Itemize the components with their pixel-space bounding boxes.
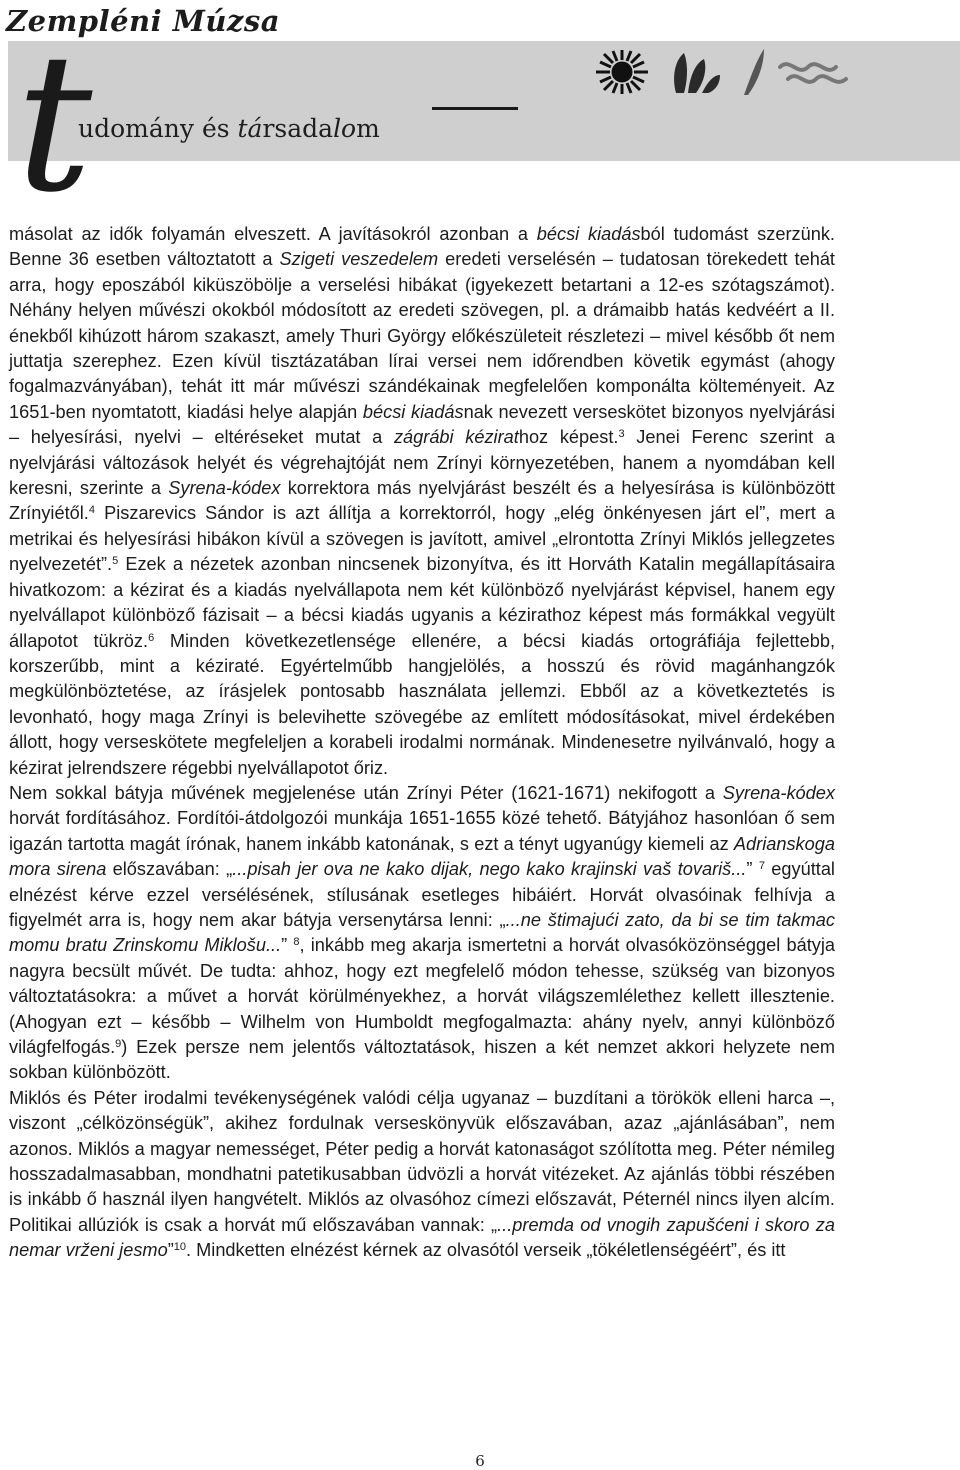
decorative-ornaments [584,45,956,99]
italic-text: ...premda od vnogih zapušćeni i skoro za nemar vrženi jesmo [9,1214,835,1261]
italic-text: ...ne štimajući zato, da bi se tim takmac momu bratu Zrinskomu Miklošu... [9,909,835,956]
paragraph-text: ) Ezek persze nem jelentős változtatások, hiszen a két nemzet akkori helyzete nem sokban különbözött. [9,1037,835,1083]
paragraph-text: . Mindketten elnézést kérnek az olvasótól verseik „tökéletlenségéért”, és itt [186,1240,786,1261]
footnote-marker: 8 [293,936,300,949]
footnote-marker: 7 [758,860,765,873]
paragraph-text: Jenei Ferenc szerint a nyelvjárási változások helyét és végrehajtóját nem Zrínyi környezetében, hanem a nyomdában kell keresni, szerinte a [9,427,836,499]
wave-ornament-icon [780,64,846,82]
paragraph-text: Nem sokkal bátyja művének megjelenése után Zrínyi Péter (1621-1671) nekifogott a [9,782,723,803]
mask-ornament-icon [674,53,720,93]
italic-text: Adrianskoga mora sirena [9,833,835,880]
paragraph-text: ” [167,1240,174,1261]
paragraph-text: egyúttal elnézést kérve ezzel versélésének, stílusának esetleges hibáiért. Horvát olvasóinak felhívja a figyelmét arra is, hogy nem akar bátyja versenytársa lenni: „ [9,859,835,930]
italic-text: bécsi kiadás [536,224,641,244]
quill-ornament-icon [744,49,764,95]
paragraph-text: ból tudomást szerzünk. Benne 36 esetben változtatott a [9,224,835,270]
article-body [9,222,835,1264]
footnote-marker: 5 [112,555,119,568]
paragraph-text: hoz képest. [518,427,619,448]
footnote-marker: 3 [618,428,625,441]
article-paragraph [9,781,835,1086]
footnote-marker: 10 [173,1241,187,1254]
paragraph-text: eredeti verselésén – tudatosan törekedett tehát arra, hogy eposzából kiküszöbölje a verselési hibákat (igyekezett betartani a 12-es szótagszámot). Néhány helyen művészi okokból módosított az eredeti szövegen, pl. a drámaibb hatás kedvéért a II. énekből kihúzott három szakaszt, amely Thuri György előkészületeit részletezi – mivel később őt nem juttatja szerephez. Ezen kívül tisztázatában lírai versei nem időrendben követik egymást (ahogy fogalmazványában), tehát itt már művészi szándékainak megfelelően komponálta költeményeit. Az 1651-ben nyomtatott, kiadási helye alapján [9,249,835,422]
article-paragraph [9,1086,835,1264]
paragraph-text: előszavában: „ [106,859,233,880]
paragraph-text: Piszarevics Sándor is azt állítja a korrektorról, hogy „elég önkényesen járt el”, mert a metrikai és helyesírási hibákon kívül a szövegen is javított, amivel „elrontotta Zrínyi Miklós jellegzetes nyelvezetét”. [9,503,835,575]
paragraph-text: Minden következetlensége ellenére, a bécsi kiadás ortográfiája fejlettebb, korszerűbb, mint a kéziraté. Egyértelműbb hangjelölés, a hosszú és rövid magánhangzók megkülönböztetése, az írásjelek pontosabb használata jellemzi. Ebből az a következtetés is levonható, hogy maga Zrínyi is belevihette szövegébe az említett módosításokat, mivel érdekében állott, hogy verseskötete megfeleljen a korabeli irodalmi normának. Mindenesetre nyilvánvaló, hogy a kézirat jelrendszere régebbi nyelvállapotot őriz. [9,630,835,778]
magazine-title: Zempléni Múzsa [6,4,281,38]
paragraph-text: Ezek a nézetek azonban nincsenek bizonyítva, és itt Horváth Katalin megállapításaira hivatkozom: a kézirat és a kiadás nyelvállapota nem két különböző nyelvjárást képvisel, hanem egy nyelvállapot különböző fázisait – a bécsi kiadás ugyanis a kézirathoz képest más formákkal vegyült állapotot tükröz. [9,554,835,651]
article-paragraph [9,222,835,781]
italic-text: Szigeti veszedelem [279,249,439,270]
italic-text: bécsi kiadás [362,401,464,422]
section-rule [432,107,518,110]
section-initial: t [16,13,93,234]
paragraph-text: ” [281,935,294,956]
sun-ornament-icon [596,50,648,94]
footnote-marker: 6 [148,631,155,644]
section-title-italic-part: tá [237,114,263,143]
section-title-italic-part: lo [333,114,357,143]
paragraph-text: korrektora más nyelvjárást beszélt és a helyesírása is különbözött Zrínyiétől. [9,478,835,524]
section-title: udomány és társadalom [78,114,380,143]
paragraph-text: horvát fordításához. Fordítói-átdolgozói munkája 1651-1655 közé tehető. Bátyjához hasonlóan ő sem igazán tartotta magát írónak, hanem inkább katonának, s ezt a tényt ugyanúgy kiemeli az [9,808,835,854]
italic-text: zágrábi kézirat [393,427,519,448]
paragraph-text: , inkább meg akarja ismertetni a horvát olvasóközönséggel bátyja nagyra becsült művét. De tudta: ahhoz, hogy ezt megfelelő módon tehesse, szükség van bizonyos változtatásokra: a művet a horvát körülményekhez, a horvát világszemlélethez kellett illesztenie. (Ahogyan ezt – később – Wilhelm von Humboldt megfogalmazta: ahány nyelv, annyi különböző világfelfogás. [9,935,835,1057]
footnote-marker: 9 [115,1038,122,1050]
italic-text: ...pisah jer ova ne kako dijak, nego kako krajinski vaš tovariš... [232,859,747,880]
footnote-marker: 4 [88,504,95,517]
paragraph-text: nak nevezett verseskötet bizonyos nyelvjárási – helyesírási, nyelvi – eltéréseket mutat a [9,401,835,448]
paragraph-text: másolat az idők folyamán elveszett. A javításokról azonban a [9,224,537,244]
page-number: 6 [475,1452,485,1470]
italic-text: Syrena-kódex [722,782,835,803]
paragraph-text: Miklós és Péter irodalmi tevékenységének valódi célja ugyanaz – buzdítani a törökök elleni harca –, viszont „célközönségük”, akihez fordulnak verseskönyvük előszavában, azaz „ajánlásában”, nem azonos. Miklós a magyar nemességet, Péter pedig a horvát katonaságot szólította meg. Péter némileg hosszadalmasabban, mondhatni patetikusabban üdvözli a horvát vitézeket. Az ajánlás többi részében is inkább ő használ ilyen hangvételt. Miklós az olvasóhoz címezi előszavát, Péternél nincs ilyen alcím. Politikai allúziók is csak a horvát mű előszavában vannak: „ [9,1087,835,1235]
paragraph-text: ” [746,859,759,880]
italic-text: Syrena-kódex [168,478,281,499]
